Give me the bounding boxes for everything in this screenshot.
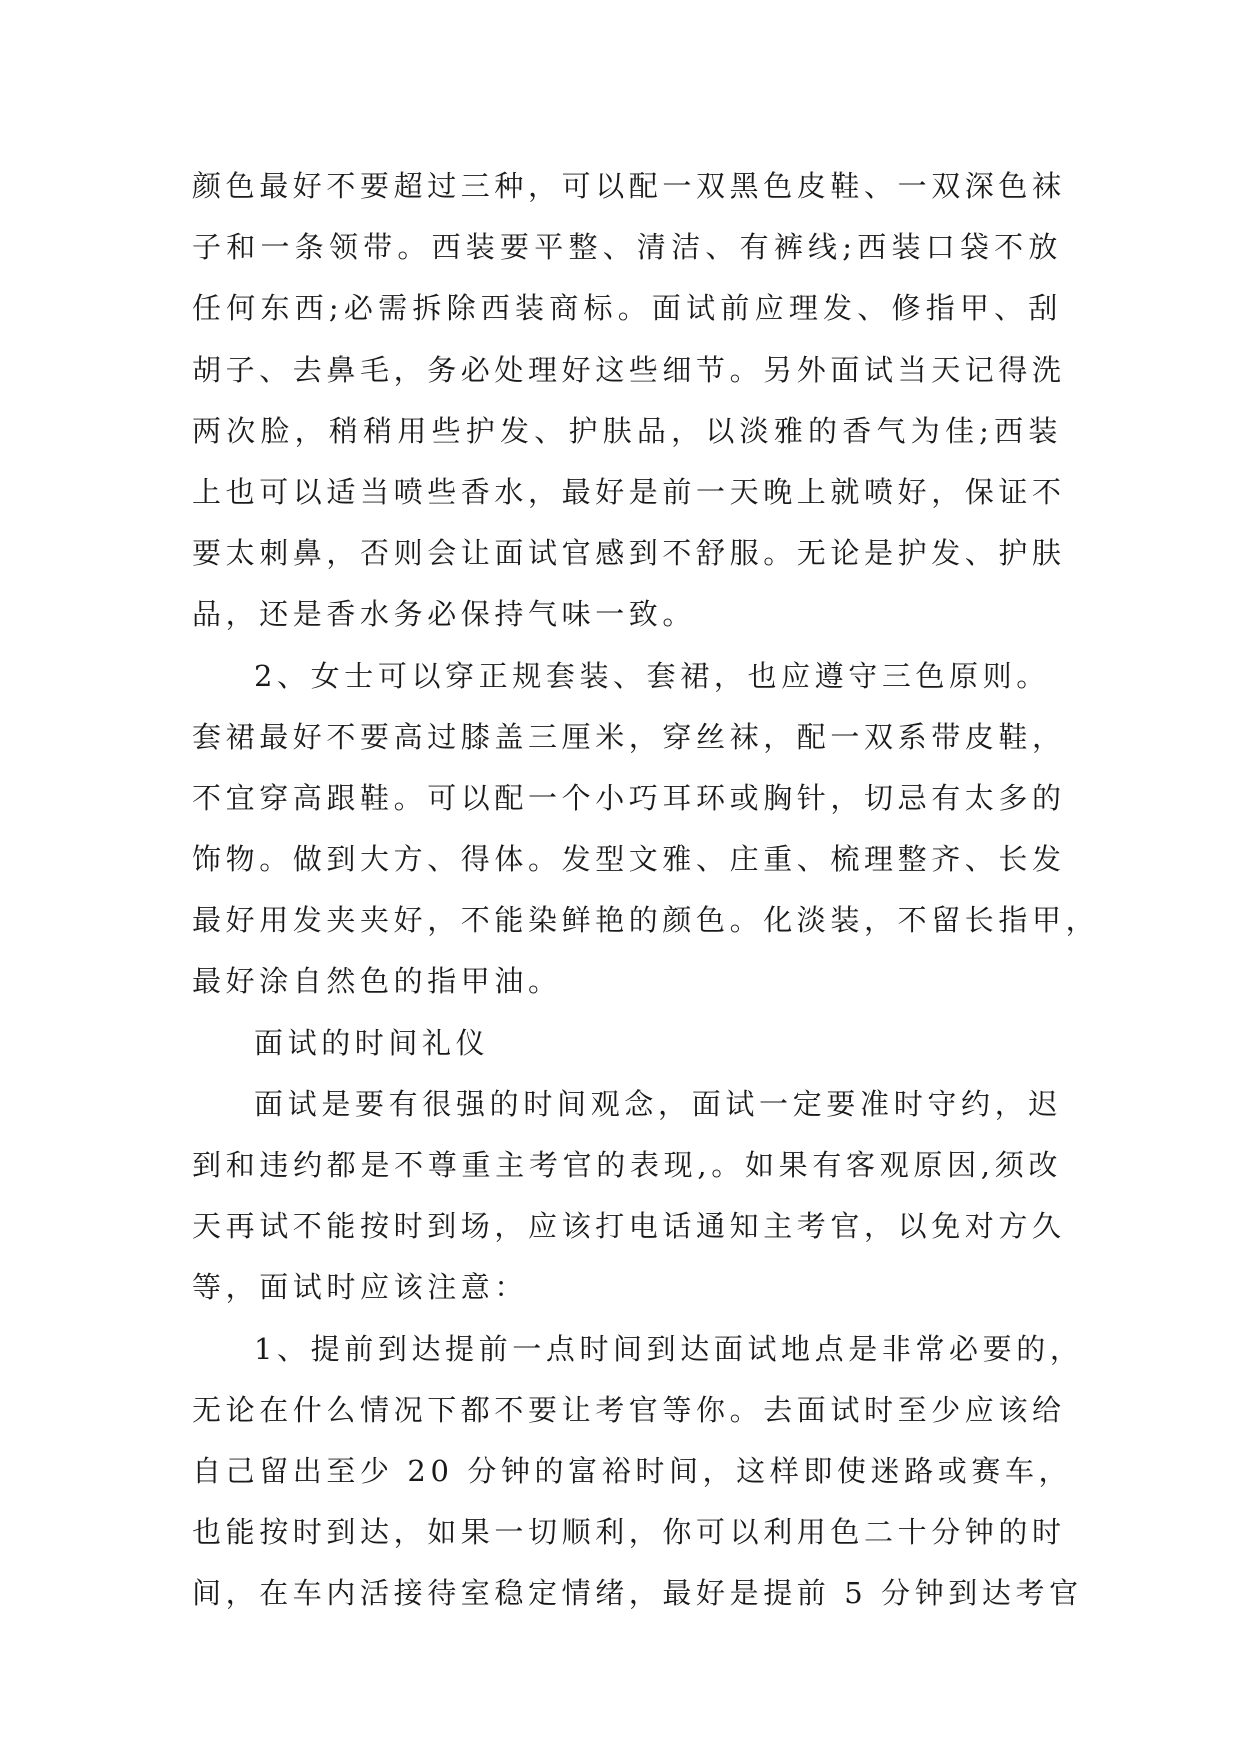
- text-line: 也能按时到达，如果一切顺利，你可以利用色二十分钟的时: [192, 1515, 1066, 1550]
- text-line: 任何东西;必需拆除西装商标。面试前应理发、修指甲、刮: [192, 291, 1062, 326]
- text-line: 最好涂自然色的指甲油。: [192, 964, 562, 999]
- text-line: 无论在什么情况下都不要让考官等你。去面试时至少应该给: [192, 1392, 1066, 1427]
- text-line: 自己留出至少 20 分钟的富裕时间，这样即使迷路或赛车，: [192, 1453, 1073, 1488]
- text-line: 胡子、去鼻毛，务必处理好这些细节。另外面试当天记得洗: [192, 352, 1066, 387]
- text-line: 品，还是香水务必保持气味一致。: [192, 597, 697, 632]
- section-heading: 面试的时间礼仪: [254, 1025, 490, 1060]
- text-line: 等，面试时应该注意：: [192, 1270, 529, 1305]
- document-body: [192, 156, 1100, 1625]
- text-line: 天再试不能按时到场，应该打电话通知主考官，以免对方久: [192, 1209, 1066, 1244]
- text-line: 两次脸，稍稍用些护发、护肤品，以淡雅的香气为佳;西装: [192, 413, 1062, 448]
- text-line: 不宜穿高跟鞋。可以配一个小巧耳环或胸针，切忌有太多的: [192, 780, 1066, 815]
- paragraph-first-line: 1、提前到达提前一点时间到达面试地点是非常必要的，: [254, 1331, 1084, 1366]
- text-line: 套裙最好不要高过膝盖三厘米，穿丝袜，配一双系带皮鞋，: [192, 719, 1066, 754]
- text-line: 颜色最好不要超过三种，可以配一双黑色皮鞋、一双深色袜: [192, 169, 1066, 203]
- text-line: 要太刺鼻，否则会让面试官感到不舒服。无论是护发、护肤: [192, 536, 1066, 571]
- text-line: 上也可以适当喷些香水，最好是前一天晚上就喷好，保证不: [192, 474, 1066, 509]
- text-line: 饰物。做到大方、得体。发型文雅、庄重、梳理整齐、长发: [192, 842, 1066, 877]
- text-line: 间，在车内活接待室稳定情绪，最好是提前 5 分钟到达考官: [192, 1576, 1083, 1611]
- paragraph-first-line: 2、女士可以穿正规套装、套裙，也应遵守三色原则。: [254, 658, 1050, 693]
- text-line: 到和违约都是不尊重主考官的表现,。如果有客观原因,须改: [192, 1148, 1062, 1182]
- text-line: 子和一条领带。西装要平整、清洁、有裤线;西装口袋不放: [192, 230, 1062, 265]
- text-line: 最好用发夹夹好，不能染鲜艳的颜色。化淡装，不留长指甲，: [192, 903, 1100, 938]
- paragraph-first-line: 面试是要有很强的时间观念，面试一定要准时守约，迟: [254, 1086, 1062, 1121]
